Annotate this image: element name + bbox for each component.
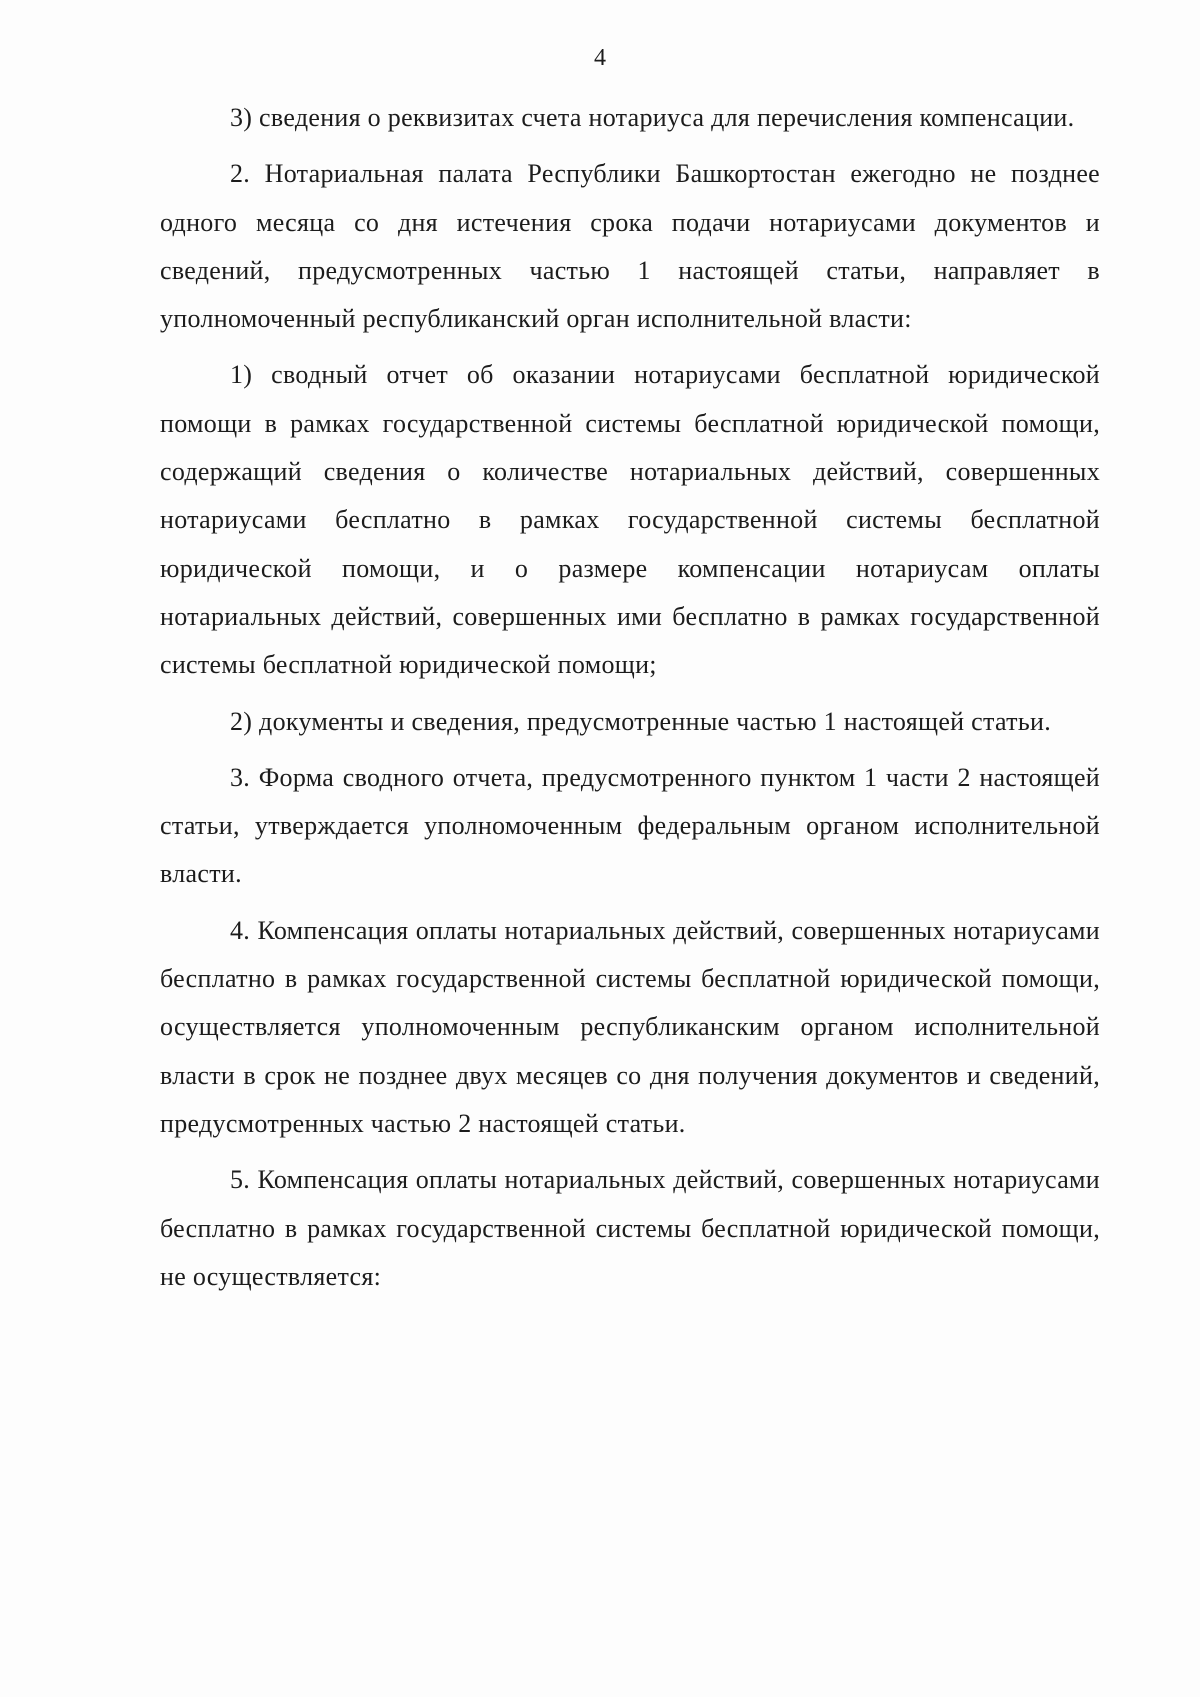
paragraph-summary-report: 1) сводный отчет об оказании нотариусами бесплатной юридической помощи в рамках государственной системы бесплатной юридической помощи, содержащий сведения о количестве нотариальных действий, совершенных нотариусами бесплатно в рамках государственной системы бесплатной юридической помощи, и о размере компенсации нотариусам оплаты нотариальных действий, совершенных ими бесплатно в рамках государственной системы бесплатной юридической помощи;: [160, 360, 1100, 680]
document-body: [160, 94, 1100, 1309]
paragraph-notary-chamber-report: 2. Нотариальная палата Республики Башкортостан ежегодно не позднее одного месяца со дня истечения срока подачи нотариусами документов и сведений, предусмотренных частью 1 настоящей статьи, направляет в уполномоченный республиканский орган исполнительной власти:: [160, 159, 1100, 334]
paragraph-compensation-term: 4. Компенсация оплаты нотариальных действий, совершенных нотариусами бесплатно в рамках государственной системы бесплатной юридической помощи, осуществляется уполномоченным республиканским органом исполнительной власти в срок не позднее двух месяцев со дня получения документов и сведений, предусмотренных частью 2 настоящей статьи.: [160, 915, 1100, 1138]
paragraph-report-form: 3. Форма сводного отчета, предусмотренного пунктом 1 части 2 настоящей статьи, утверждается уполномоченным федеральным органом исполнительной власти.: [160, 762, 1100, 889]
paragraph-account-details: 3) сведения о реквизитах счета нотариуса для перечисления компенсации.: [230, 103, 1075, 132]
paragraph-documents: 2) документы и сведения, предусмотренные частью 1 настоящей статьи.: [230, 706, 1051, 736]
paragraph-compensation-not-paid: 5. Компенсация оплаты нотариальных действий, совершенных нотариусами бесплатно в рамках государственной системы бесплатной юридической помощи, не осуществляется:: [160, 1165, 1100, 1291]
page-number: 4: [594, 45, 606, 71]
